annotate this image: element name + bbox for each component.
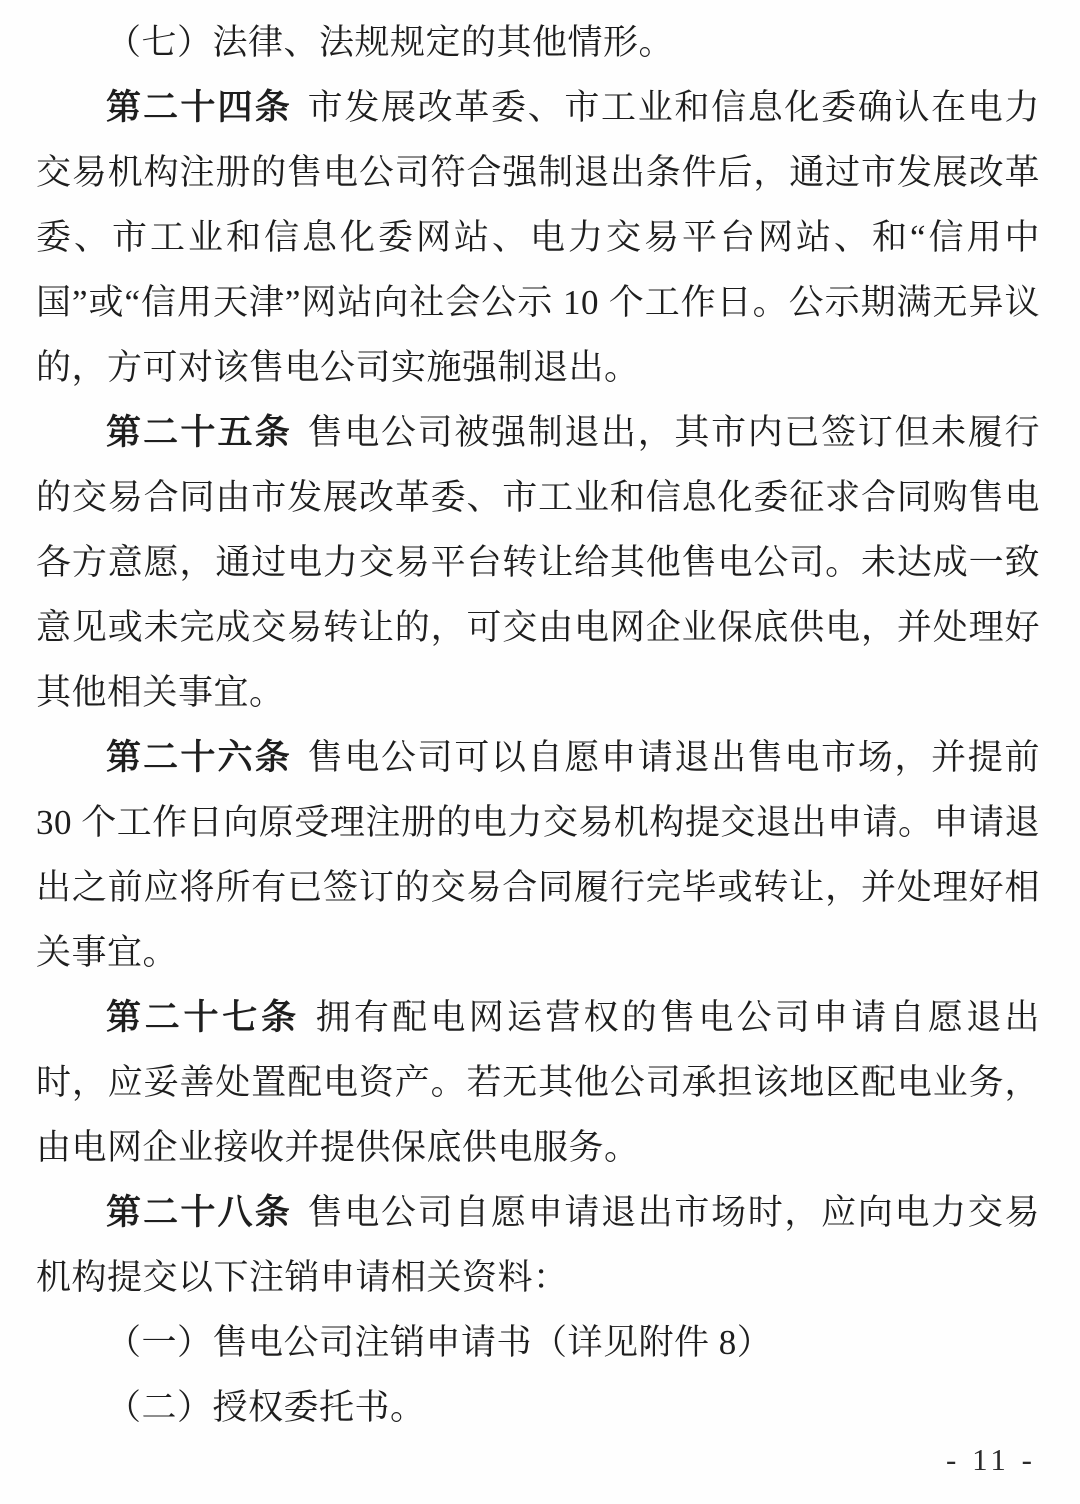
paragraph-text: 售电公司自愿申请退出市场时，应向电力交易机构提交以下注销申请相关资料：	[36, 1193, 1040, 1297]
paragraph-article-28	[36, 1180, 1040, 1310]
paragraph-article-24	[36, 75, 1040, 400]
page-number: - 11 -	[946, 1442, 1036, 1477]
paragraph-text: 拥有配电网运营权的售电公司申请自愿退出时，应妥善处置配电资产。若无其他公司承担该地区配电业务，由电网企业接收并提供保底供电服务。	[36, 998, 1040, 1167]
document-body	[36, 10, 1040, 1440]
paragraph-text: 市发展改革委、市工业和信息化委确认在电力交易机构注册的售电公司符合强制退出条件后，通过市发展改革委、市工业和信息化委网站、电力交易平台网站、和“信用中国”或“信用天津”网站向社会公示 10 个工作日。公示期满无异议的，方可对该售电公司实施强制退出。	[36, 88, 1040, 387]
paragraph-article-25	[36, 400, 1040, 725]
paragraph-text: 售电公司可以自愿申请退出售电市场，并提前 30 个工作日向原受理注册的电力交易机构提交退出申请。申请退出之前应将所有已签订的交易合同履行完毕或转让，并处理好相关事宜。	[36, 738, 1040, 972]
paragraph-item-7	[36, 10, 1040, 75]
paragraph-list-item-1	[36, 1310, 1040, 1375]
article-number-25: 第二十五条	[106, 413, 292, 452]
paragraph-text: （七）法律、法规规定的其他情形。	[106, 23, 675, 62]
article-number-26: 第二十六条	[106, 738, 292, 777]
paragraph-list-item-2	[36, 1375, 1040, 1440]
article-number-27: 第二十七条	[106, 998, 300, 1037]
paragraph-text: （一）售电公司注销申请书（详见附件 8）	[106, 1323, 773, 1362]
paragraph-article-26	[36, 725, 1040, 985]
paragraph-article-27	[36, 985, 1040, 1180]
article-number-24: 第二十四条	[106, 88, 292, 127]
article-number-28: 第二十八条	[106, 1193, 292, 1232]
paragraph-text: （二）授权委托书。	[106, 1388, 426, 1427]
paragraph-text: 售电公司被强制退出，其市内已签订但未履行的交易合同由市发展改革委、市工业和信息化委征求合同购售电各方意愿，通过电力交易平台转让给其他售电公司。未达成一致意见或未完成交易转让的，可交由电网企业保底供电，并处理好其他相关事宜。	[36, 413, 1040, 712]
